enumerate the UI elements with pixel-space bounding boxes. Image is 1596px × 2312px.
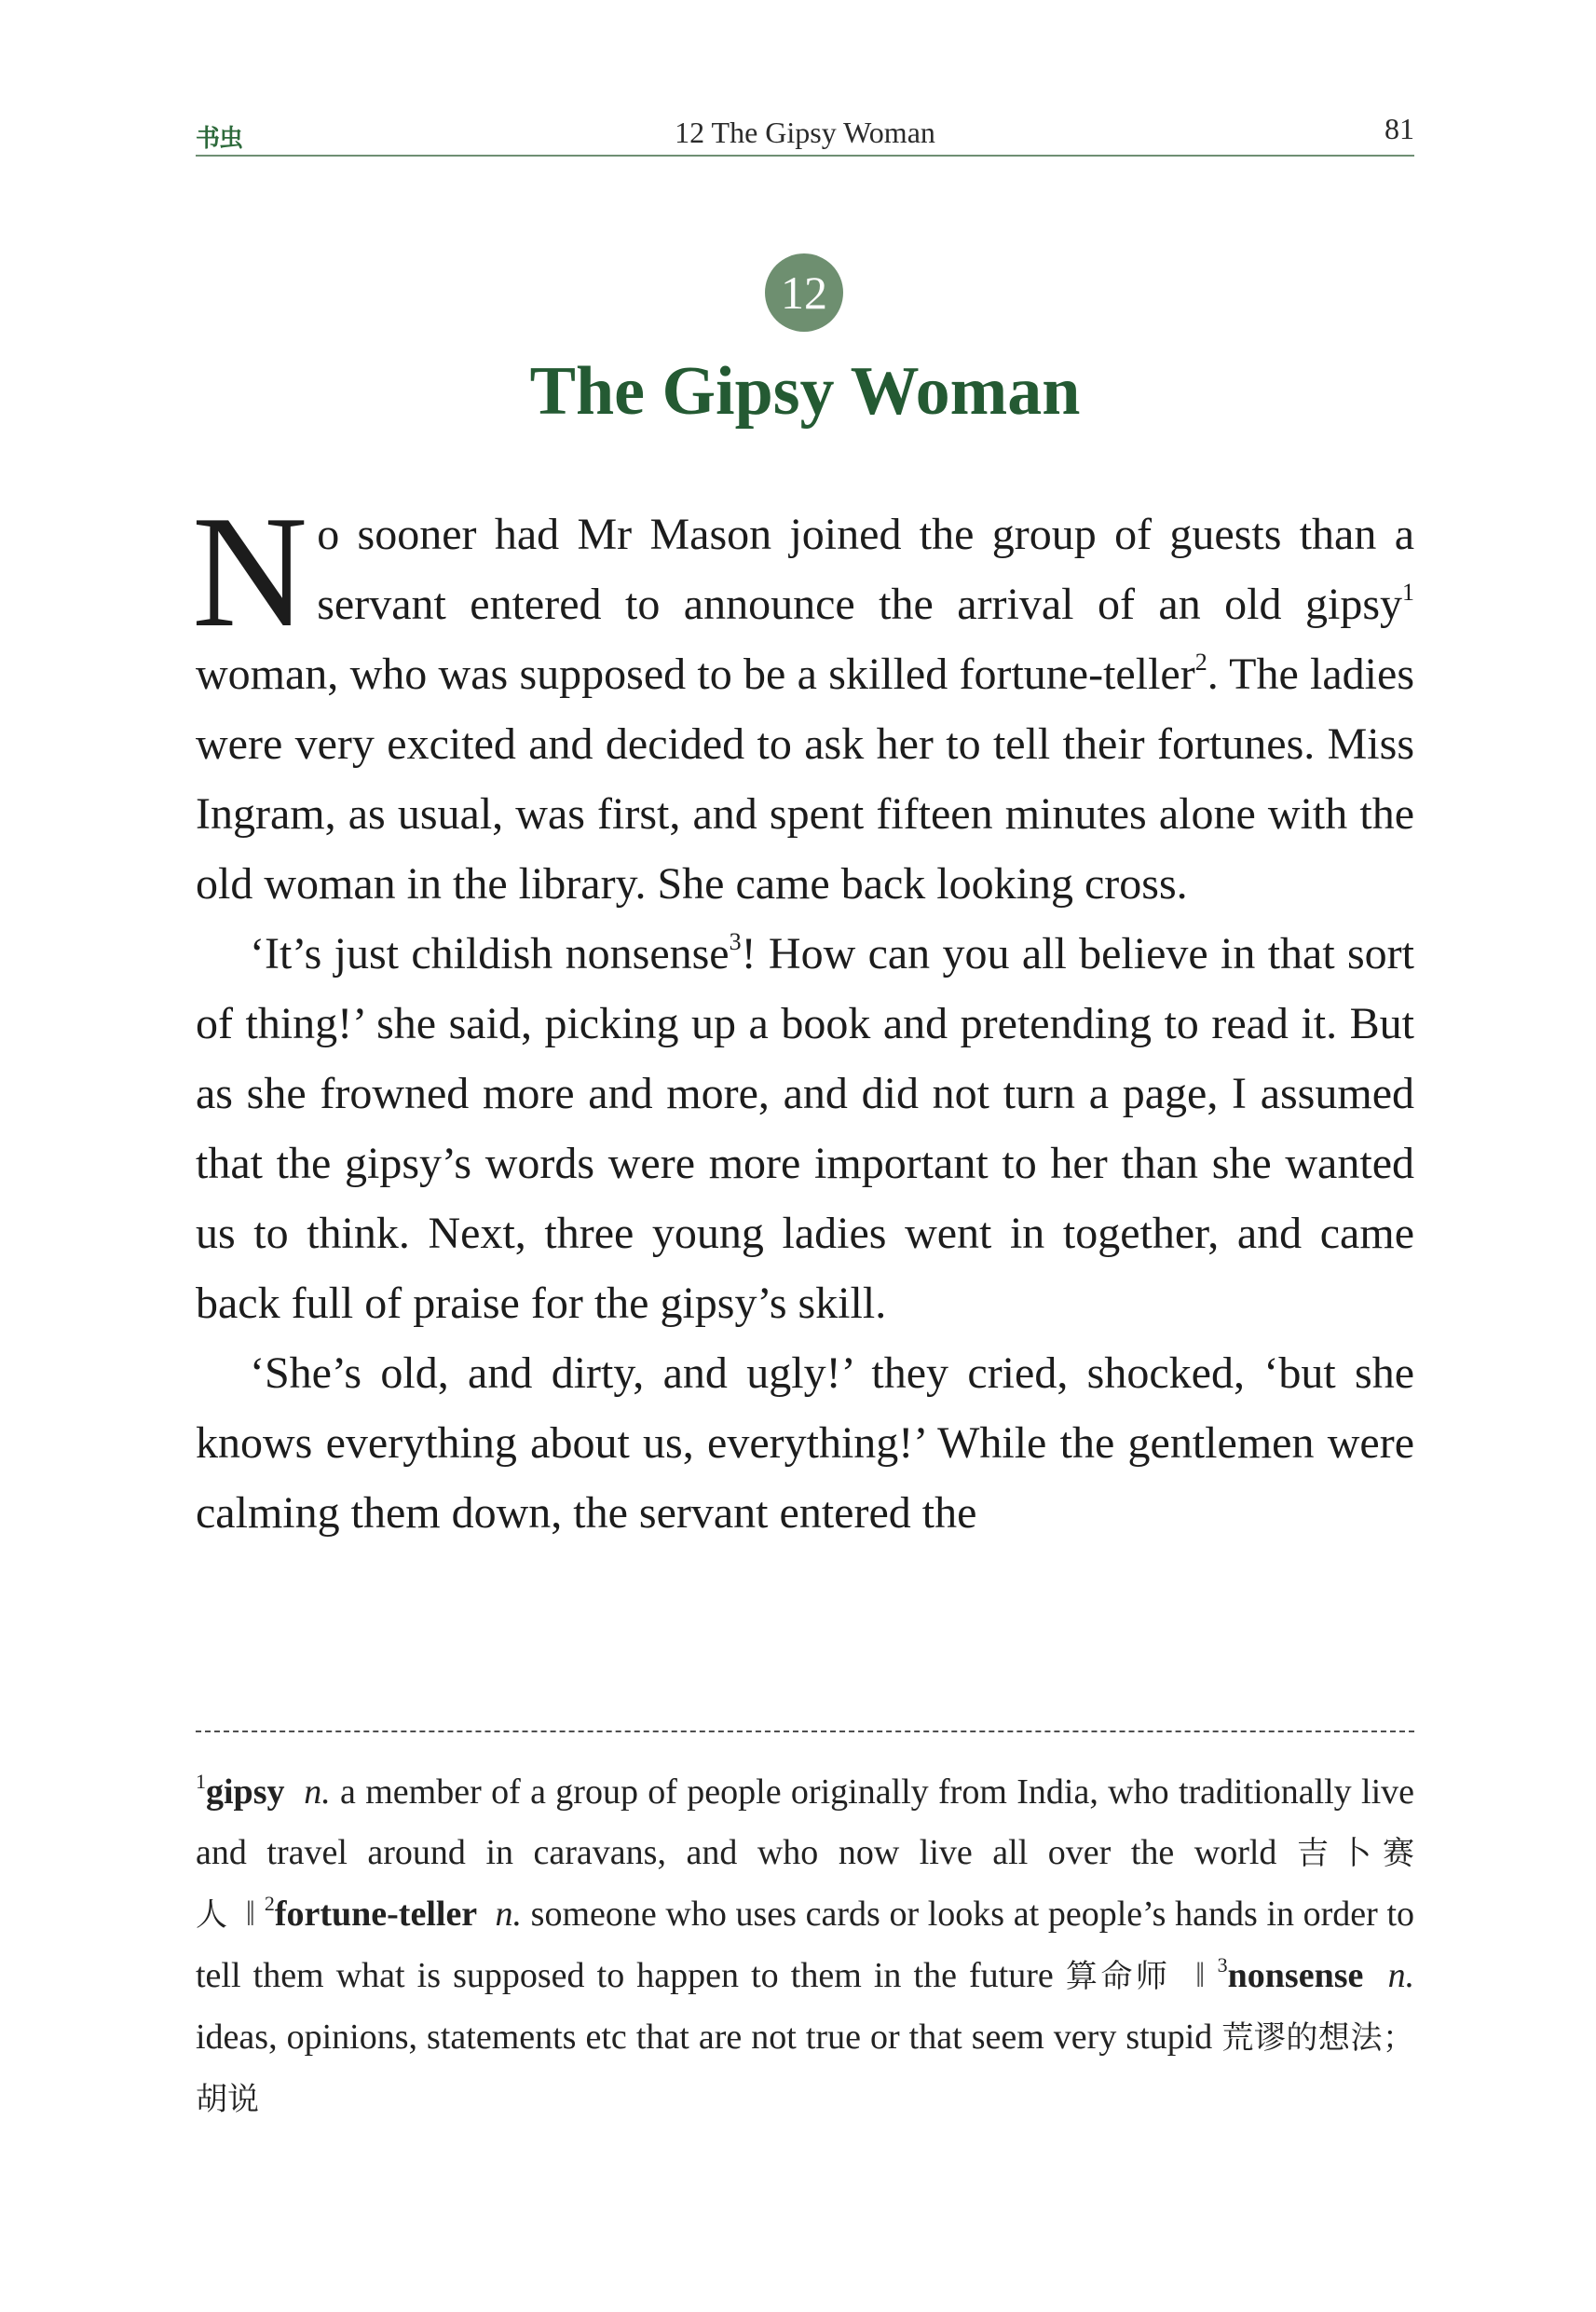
paragraph-3: ‘She’s old, and dirty, and ugly!’ they cried, shocked, ‘but she knows everything about us, everything!’ While the gentlemen were calming them down, the servant entered the [196, 1348, 1414, 1538]
paragraph-1-text-b: woman, who was supposed to be a skilled fortune-teller [196, 650, 1195, 699]
footnote-part-of-speech: n. [1387, 1956, 1415, 1995]
footnote-number: 1 [196, 1770, 206, 1793]
footnote-term: fortune-teller [274, 1895, 478, 1934]
footnote-number: 3 [1217, 1953, 1228, 1977]
body-text [192, 484, 1414, 1548]
footnote-term: gipsy [206, 1772, 285, 1812]
paragraph-2-text-a: ‘It’s just childish nonsense [250, 929, 730, 978]
paragraph-2 [196, 919, 1414, 1338]
chapter-title: The Gipsy Woman [529, 353, 1081, 430]
footnote-definition: someone who uses cards or looks at people’s hands in order to tell them what is supposed to happen to them in the future [196, 1895, 1415, 1995]
footnote-definition: a member of a group of people originally from India, who traditionally live and travel around in caravans, and who now live all over the world [196, 1772, 1415, 1872]
footnote-ref-3: 3 [729, 928, 742, 955]
drop-cap: N [192, 484, 308, 661]
paragraph-1-text-c: . The ladies were very excited and decided to ask her to tell their fortunes. Miss Ingram, as usual, was first, and spent fifteen minutes alone with the old woman in the library. She came back looking cross. [196, 650, 1414, 909]
footnote-definition: ideas, opinions, statements etc that are not true or that seem very stupid [196, 2018, 1222, 2057]
footnote-block [196, 1762, 1414, 2130]
footnote-part-of-speech: n. [495, 1895, 523, 1934]
footnote-ref-2: 2 [1194, 649, 1207, 676]
footnote-number: 2 [264, 1892, 275, 1915]
footnote-chinese: 算命师 [1065, 1958, 1171, 1995]
footnote-chinese: 吉卜赛人 [196, 1835, 1414, 1934]
chapter-number-badge: 12 [765, 253, 843, 332]
series-logo: 书虫 [196, 125, 243, 153]
paragraph-2-text-b: ! How can you all believe in that sort of thing!’ she said, picking up a book and pretending to read it. But as she frowned more and more, and did not turn a page, I assumed that the gipsy’s words were more important to her than she wanted us to think. Next, three young ladies went in together, and came back full of praise for the gipsy’s skill. [196, 929, 1414, 1328]
footnote-separator: ‖ [245, 1895, 256, 1934]
footnote-ref-1: 1 [1402, 579, 1414, 606]
footnote-term: nonsense [1227, 1956, 1364, 1995]
running-title: 12 The Gipsy Woman [675, 116, 935, 149]
footnote-divider [196, 1731, 1414, 1732]
page-number: 81 [1385, 112, 1414, 145]
paragraph-1 [192, 484, 1414, 919]
footnote-separator: ‖ [1194, 1956, 1206, 1995]
paragraph-1-text-a: o sooner had Mr Mason joined the group of guests than a servant entered to announce the arrival of an old gipsy [317, 510, 1414, 629]
footnote-part-of-speech: n. [304, 1772, 331, 1812]
running-header [196, 110, 1414, 157]
footnotes [196, 1762, 1414, 2130]
footnote-chinese: 荒谬的想法；胡说 [196, 2019, 1414, 2118]
